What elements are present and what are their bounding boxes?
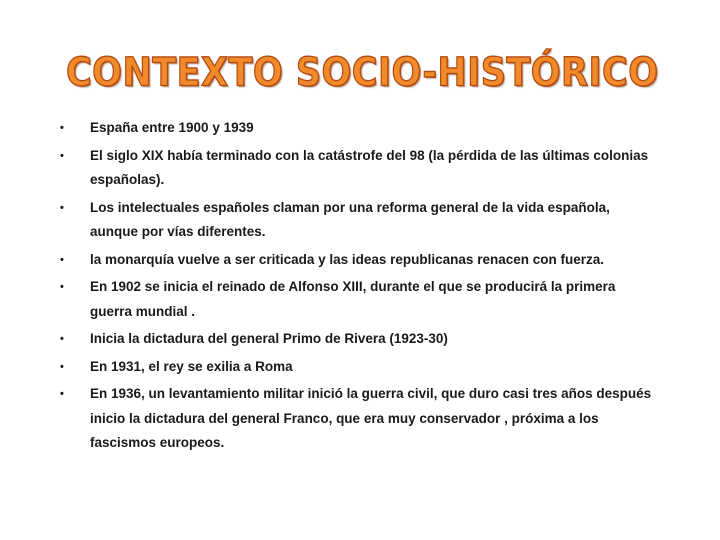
list-item [60, 248, 660, 273]
list-item-text: En 1931, el rey se exilia a Roma [90, 358, 293, 374]
list-item [60, 355, 660, 380]
list-item [60, 327, 660, 352]
list-item-text: En 1902 se inicia el reinado de Alfonso XIII, durante el que se producirá la primera guerra mundial . [90, 279, 616, 319]
bullet-icon: • [60, 253, 64, 266]
list-item-text: Los intelectuales españoles claman por una reforma general de la vida española, aunque por vías diferentes. [90, 199, 610, 239]
list-item-text: España entre 1900 y 1939 [90, 120, 254, 135]
bullet-icon: • [60, 388, 64, 400]
list-item [60, 144, 660, 193]
bullet-icon: • [60, 333, 64, 345]
bullet-icon: • [60, 201, 64, 214]
bullet-icon: • [60, 281, 64, 293]
list-item [60, 196, 660, 245]
bullet-icon: • [60, 149, 64, 162]
list-item-text: En 1936, un levantamiento militar inició la guerra civil, que duro casi tres años después inicio la dictadura del general Franco, que era muy conservador , próxima a los fascismos europeos. [90, 386, 652, 450]
list-item-text: El siglo XIX había terminado con la catástrofe del 98 (la pérdida de las últimas colonias españolas). [90, 147, 649, 187]
bullet-list [60, 116, 660, 459]
bullet-icon: • [60, 122, 64, 134]
list-item-text: Inicia la dictadura del general Primo de Rivera (1923-30) [90, 331, 448, 346]
list-item [60, 382, 660, 456]
list-item-text: la monarquía vuelve a ser criticada y las ideas republicanas renacen con fuerza. [90, 251, 604, 267]
slide-title: CONTEXTO SOCIO-HISTÓRICO [66, 50, 659, 96]
list-item [60, 275, 660, 324]
bullet-icon: • [60, 360, 64, 373]
list-item [60, 116, 660, 141]
